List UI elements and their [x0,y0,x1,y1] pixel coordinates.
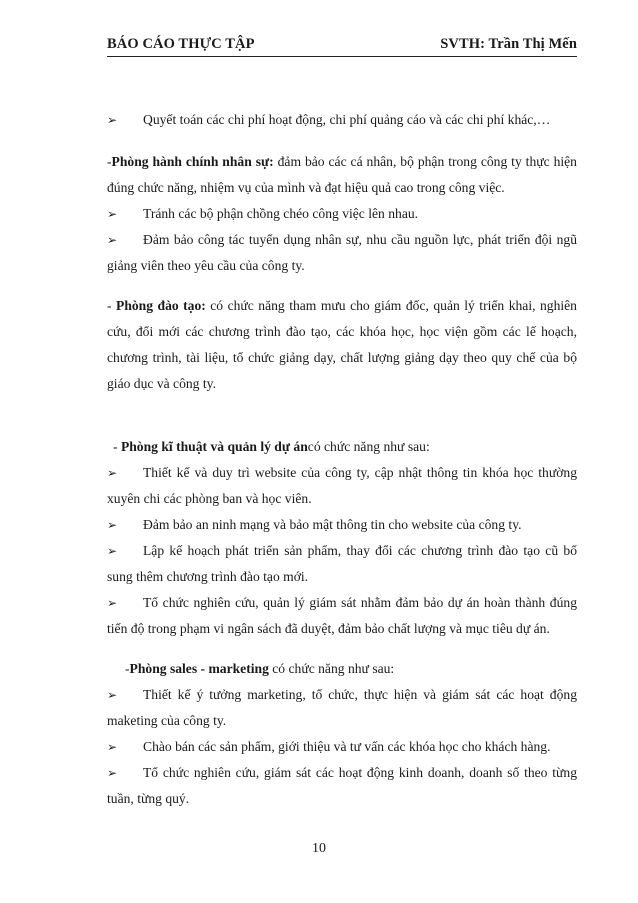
dash-prefix: - [107,298,117,313]
training-department-heading: Phòng đào tạo: [116,298,206,313]
hr-department-heading: Phòng hành chính nhân sự: [111,154,274,169]
bullet-text: Đảm bảo công tác tuyển dụng nhân sự, nhu cầu nguồn lực, phát triển đội ngũ giảng viên theo yêu cầu của công ty. [107,232,577,273]
bullet-text: Tổ chức nghiên cứu, quản lý giám sát nhằm đảm bảo dự án hoàn thành đúng tiến độ trong phạm vi ngân sách đã duyệt, đảm bảo chất lượng và mục tiêu dự án. [107,595,577,636]
training-department-text: có chức năng tham mưu cho giám đốc, quản lý triển khai, nghiên cứu, đổi mới các chương trình đào tạo, các khóa học, học viện gồm các lế hoạch, chương trình, tài liệu, tổ chức giảng dạy, chất lượng giảng dạy theo quy chế của bộ giáo dục và công ty. [107,298,577,391]
sales-marketing-text: có chức năng như sau: [268,661,395,676]
bullet-item [107,590,577,642]
arrow-bullet-icon: ➢ [107,740,118,754]
arrow-bullet-icon: ➢ [107,596,118,610]
tech-department-heading: Phòng kĩ thuật và quản lý dự án [120,439,308,454]
arrow-bullet-icon: ➢ [107,688,118,702]
bullet-text: Thiết kế và duy trì website của công ty, cập nhật thông tin khóa học thường xuyên chi các phòng ban và học viên. [107,465,577,506]
sales-marketing-paragraph [107,656,577,682]
bullet-text: Thiết kế ý tưởng marketing, tổ chức, thực hiện và giám sát các hoạt động maketing của công ty. [107,687,577,728]
training-department-paragraph [107,293,577,397]
bullet-item [107,682,577,734]
bullet-item [107,227,577,279]
arrow-bullet-icon: ➢ [107,518,118,532]
tech-department-text: có chức năng như sau: [307,439,430,454]
dash-prefix: - [113,439,121,454]
bullet-item [107,201,577,227]
bullet-text: Quyết toán các chi phí hoạt động, chi phí quảng cáo và các chi phí khác,… [143,112,551,127]
arrow-bullet-icon: ➢ [107,233,118,247]
header-author: SVTH: Trần Thị Mến [440,36,577,52]
arrow-bullet-icon: ➢ [107,207,118,221]
bullet-item [107,734,577,760]
hr-department-text: đảm bảo các cá nhân, bộ phận trong công ty thực hiện đúng chức năng, nhiệm vụ của mình và đạt hiệu quả cao trong công việc. [107,154,577,195]
bullet-text: Tổ chức nghiên cứu, giám sát các hoạt động kinh doanh, doanh số theo từng tuần, từng quý. [107,765,577,806]
arrow-bullet-icon: ➢ [107,544,118,558]
bullet-item [107,460,577,512]
arrow-bullet-icon: ➢ [107,466,118,480]
arrow-bullet-icon: ➢ [107,766,118,780]
header-title: BÁO CÁO THỰC TẬP [107,36,255,52]
page-header [107,36,577,53]
bullet-item [107,760,577,812]
dash-prefix: - [125,661,130,676]
hr-department-paragraph [107,149,577,201]
bullet-item [107,538,577,590]
bullet-text: Chào bán các sản phẩm, giới thiệu và tư vấn các khóa học cho khách hàng. [143,739,551,754]
bullet-item [107,512,577,538]
bullet-item [107,107,577,133]
tech-department-paragraph [107,434,577,460]
bullet-text: Lập kế hoạch phát triển sản phẩm, thay đổi các chương trình đào tạo cũ bổ sung thêm chương trình đào tạo mới. [107,543,577,584]
bullet-text: Tránh các bộ phận chồng chéo công việc lên nhau. [143,206,419,221]
page-number: 10 [312,841,326,856]
arrow-bullet-icon: ➢ [107,113,118,127]
dash-prefix: - [107,154,112,169]
header-rule [107,56,577,57]
sales-marketing-heading: Phòng sales - marketing [129,661,269,676]
bullet-text: Đảm bảo an ninh mạng và bảo mật thông tin cho website của công ty. [143,517,522,532]
